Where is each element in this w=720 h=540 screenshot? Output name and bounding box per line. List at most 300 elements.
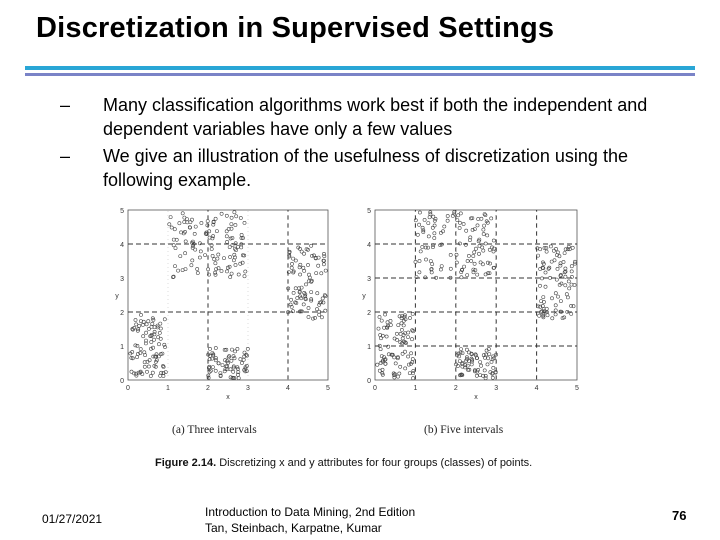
panel-caption-b: (b) Five intervals bbox=[424, 424, 504, 436]
data-point bbox=[488, 262, 491, 265]
y-axis-label: y bbox=[115, 293, 119, 300]
data-point bbox=[486, 363, 489, 366]
data-point bbox=[407, 363, 410, 366]
panel-caption-a: (a) Three intervals bbox=[172, 424, 257, 436]
data-point bbox=[384, 362, 387, 365]
data-point bbox=[143, 365, 146, 368]
data-point bbox=[307, 315, 310, 318]
data-point bbox=[294, 287, 297, 290]
data-point bbox=[196, 271, 199, 274]
data-point bbox=[477, 217, 480, 220]
y-tick-label: 0 bbox=[367, 378, 371, 385]
data-point bbox=[393, 356, 396, 359]
data-point bbox=[428, 216, 431, 219]
data-point bbox=[215, 230, 218, 233]
data-point bbox=[466, 259, 469, 262]
data-point bbox=[159, 327, 162, 330]
data-point bbox=[212, 235, 215, 238]
data-point bbox=[411, 312, 414, 315]
y-axis-label: y bbox=[362, 293, 366, 300]
data-point bbox=[229, 275, 232, 278]
data-point bbox=[407, 355, 410, 358]
data-point bbox=[304, 283, 307, 286]
data-point bbox=[424, 258, 427, 261]
data-point bbox=[433, 219, 436, 222]
data-point bbox=[554, 292, 557, 295]
scatter-panel-three-intervals bbox=[115, 208, 330, 401]
y-tick-label: 0 bbox=[120, 378, 124, 385]
data-point bbox=[184, 240, 187, 243]
footer-date: 01/27/2021 bbox=[42, 512, 103, 526]
data-point bbox=[408, 372, 411, 375]
data-point bbox=[571, 246, 574, 249]
data-point bbox=[211, 366, 214, 369]
footer-book bbox=[205, 504, 415, 536]
data-point bbox=[310, 244, 313, 247]
data-point bbox=[320, 272, 323, 275]
data-point bbox=[395, 332, 398, 335]
data-point bbox=[299, 273, 302, 276]
data-point bbox=[479, 261, 482, 264]
data-point bbox=[151, 371, 154, 374]
data-point bbox=[192, 244, 195, 247]
data-point bbox=[542, 296, 545, 299]
data-point bbox=[214, 217, 217, 220]
data-point bbox=[482, 228, 485, 231]
x-tick-label: 4 bbox=[534, 385, 539, 392]
y-tick-label: 1 bbox=[367, 344, 371, 351]
data-point bbox=[461, 352, 464, 355]
data-point bbox=[546, 314, 549, 317]
data-point bbox=[147, 365, 150, 368]
data-point bbox=[179, 255, 182, 258]
data-point bbox=[303, 269, 306, 272]
data-point bbox=[207, 268, 210, 271]
data-point bbox=[324, 309, 327, 312]
data-point bbox=[235, 215, 238, 218]
y-tick-label: 5 bbox=[120, 208, 124, 215]
data-point bbox=[389, 319, 392, 322]
data-point bbox=[313, 316, 316, 319]
data-point bbox=[470, 259, 473, 262]
data-point bbox=[230, 223, 233, 226]
data-point bbox=[230, 272, 233, 275]
data-point bbox=[418, 211, 421, 214]
data-point bbox=[173, 265, 176, 268]
data-point bbox=[479, 361, 482, 364]
data-point bbox=[207, 376, 210, 379]
data-point bbox=[213, 258, 216, 261]
data-point bbox=[214, 346, 217, 349]
data-point bbox=[440, 265, 443, 268]
data-point bbox=[431, 226, 434, 229]
data-point bbox=[433, 236, 436, 239]
data-point bbox=[379, 348, 382, 351]
data-point bbox=[458, 226, 461, 229]
data-point bbox=[222, 257, 225, 260]
footer-book-authors: Tan, Steinbach, Karpatne, Kumar bbox=[205, 521, 382, 535]
data-point bbox=[394, 362, 397, 365]
data-point bbox=[542, 308, 545, 311]
data-point bbox=[565, 293, 568, 296]
data-point bbox=[476, 224, 479, 227]
data-point bbox=[151, 322, 154, 325]
data-point bbox=[564, 284, 567, 287]
data-point bbox=[145, 370, 148, 373]
data-point bbox=[294, 259, 297, 262]
data-point bbox=[181, 269, 184, 272]
data-point bbox=[554, 304, 557, 307]
data-point bbox=[570, 283, 573, 286]
data-point bbox=[554, 247, 557, 250]
bullet-item bbox=[60, 93, 700, 141]
data-point bbox=[473, 262, 476, 265]
data-point bbox=[230, 359, 233, 362]
title-underline-top bbox=[25, 66, 695, 70]
x-axis-label: x bbox=[226, 394, 230, 401]
data-point bbox=[214, 262, 217, 265]
data-point bbox=[290, 262, 293, 265]
data-point bbox=[184, 252, 187, 255]
data-point bbox=[233, 211, 236, 214]
data-point bbox=[147, 320, 150, 323]
data-point bbox=[559, 300, 562, 303]
slide-title: Discretization in Supervised Settings bbox=[36, 12, 555, 44]
data-point bbox=[159, 322, 162, 325]
y-tick-label: 2 bbox=[120, 310, 124, 317]
bullet-text: Many classification algorithms work best if both the independent and dependent variables have only a few values bbox=[103, 95, 648, 139]
data-point bbox=[410, 352, 413, 355]
data-point bbox=[455, 261, 458, 264]
data-point bbox=[472, 254, 475, 257]
data-point bbox=[229, 255, 232, 258]
data-point bbox=[427, 235, 430, 238]
data-point bbox=[549, 245, 552, 248]
data-point bbox=[553, 259, 556, 262]
data-point bbox=[198, 242, 201, 245]
data-point bbox=[492, 239, 495, 242]
data-point bbox=[315, 308, 318, 311]
data-point bbox=[324, 295, 327, 298]
data-point bbox=[480, 364, 483, 367]
data-point bbox=[465, 348, 468, 351]
data-point bbox=[204, 254, 207, 257]
data-point bbox=[482, 249, 485, 252]
data-point bbox=[237, 273, 240, 276]
data-point bbox=[487, 357, 490, 360]
data-point bbox=[545, 307, 548, 310]
data-point bbox=[245, 353, 248, 356]
data-point bbox=[467, 254, 470, 257]
y-tick-label: 4 bbox=[120, 242, 124, 249]
data-point bbox=[466, 274, 469, 277]
data-point bbox=[240, 246, 243, 249]
data-point bbox=[418, 271, 421, 274]
data-point bbox=[564, 275, 567, 278]
data-point bbox=[544, 271, 547, 274]
figure-caption-label: Figure 2.14. bbox=[155, 457, 217, 469]
data-point bbox=[568, 287, 571, 290]
figure-caption-text: Discretizing x and y attributes for four groups (classes) of points. bbox=[219, 457, 533, 469]
data-point bbox=[321, 297, 324, 300]
data-point bbox=[377, 327, 380, 330]
data-point bbox=[142, 335, 145, 338]
x-tick-label: 1 bbox=[413, 385, 418, 392]
data-point bbox=[457, 214, 460, 217]
data-point bbox=[185, 218, 188, 221]
data-point bbox=[570, 270, 573, 273]
data-point bbox=[473, 251, 476, 254]
data-point bbox=[190, 264, 193, 267]
data-point bbox=[324, 269, 327, 272]
data-point bbox=[554, 313, 557, 316]
data-point bbox=[228, 246, 231, 249]
figure-caption bbox=[155, 457, 532, 469]
data-point bbox=[459, 348, 462, 351]
data-point bbox=[191, 259, 194, 262]
data-point bbox=[376, 363, 379, 366]
data-point bbox=[397, 324, 400, 327]
x-tick-label: 2 bbox=[206, 385, 210, 392]
data-point bbox=[486, 261, 489, 264]
data-point bbox=[322, 263, 325, 266]
x-axis-label: x bbox=[474, 394, 478, 401]
data-point bbox=[458, 360, 461, 363]
data-point bbox=[399, 365, 402, 368]
plot-frame bbox=[375, 210, 577, 380]
y-tick-label: 3 bbox=[367, 276, 371, 283]
data-point bbox=[416, 233, 419, 236]
data-point bbox=[221, 364, 224, 367]
data-point bbox=[290, 298, 293, 301]
data-point bbox=[306, 263, 309, 266]
data-point bbox=[198, 256, 201, 259]
data-point bbox=[311, 317, 314, 320]
data-point bbox=[230, 348, 233, 351]
data-point bbox=[189, 221, 192, 224]
data-point bbox=[307, 306, 310, 309]
data-point bbox=[538, 284, 541, 287]
data-point bbox=[406, 336, 409, 339]
data-point bbox=[234, 263, 237, 266]
discretization-figure bbox=[108, 203, 588, 418]
data-point bbox=[135, 323, 138, 326]
x-tick-label: 5 bbox=[575, 385, 579, 392]
data-point bbox=[386, 321, 389, 324]
data-point bbox=[147, 327, 150, 330]
data-point bbox=[163, 318, 166, 321]
data-point bbox=[172, 244, 175, 247]
data-point bbox=[139, 313, 142, 316]
data-point bbox=[135, 374, 138, 377]
data-point bbox=[220, 269, 223, 272]
x-tick-label: 3 bbox=[246, 385, 250, 392]
data-point bbox=[294, 301, 297, 304]
data-point bbox=[242, 358, 245, 361]
data-point bbox=[465, 229, 468, 232]
data-point bbox=[542, 300, 545, 303]
data-point bbox=[232, 259, 235, 262]
data-point bbox=[161, 364, 164, 367]
data-point bbox=[387, 345, 390, 348]
data-point bbox=[194, 225, 197, 228]
data-point bbox=[396, 375, 399, 378]
data-point bbox=[400, 328, 403, 331]
data-point bbox=[434, 217, 437, 220]
y-tick-label: 4 bbox=[367, 242, 371, 249]
bullet-marker: – bbox=[60, 146, 71, 166]
data-point bbox=[134, 344, 137, 347]
data-point bbox=[486, 234, 489, 237]
data-point bbox=[139, 347, 142, 350]
data-point bbox=[484, 353, 487, 356]
data-point bbox=[474, 269, 477, 272]
data-point bbox=[570, 312, 573, 315]
data-point bbox=[234, 223, 237, 226]
data-point bbox=[315, 272, 318, 275]
data-point bbox=[150, 340, 153, 343]
data-point bbox=[193, 232, 196, 235]
data-point bbox=[570, 265, 573, 268]
scatter-panel-five-intervals bbox=[362, 208, 579, 401]
data-point bbox=[243, 351, 246, 354]
data-point bbox=[290, 266, 293, 269]
data-point bbox=[559, 264, 562, 267]
data-point bbox=[322, 301, 325, 304]
data-point bbox=[418, 259, 421, 262]
y-tick-label: 5 bbox=[367, 208, 371, 215]
data-point bbox=[135, 356, 138, 359]
data-point bbox=[177, 269, 180, 272]
data-point bbox=[483, 369, 486, 372]
data-point bbox=[170, 226, 173, 229]
data-point bbox=[398, 372, 401, 375]
data-point bbox=[163, 345, 166, 348]
data-point bbox=[230, 216, 233, 219]
data-point bbox=[411, 357, 414, 360]
data-point bbox=[421, 245, 424, 248]
data-point bbox=[196, 267, 199, 270]
data-point bbox=[237, 377, 240, 380]
data-point bbox=[317, 264, 320, 267]
data-point bbox=[244, 270, 247, 273]
data-point bbox=[566, 296, 569, 299]
data-point bbox=[439, 268, 442, 271]
data-point bbox=[429, 260, 432, 263]
data-point bbox=[418, 223, 421, 226]
data-point bbox=[302, 266, 305, 269]
data-point bbox=[168, 223, 171, 226]
data-point bbox=[545, 250, 548, 253]
data-point bbox=[199, 250, 202, 253]
data-point bbox=[173, 228, 176, 231]
bullet-text: We give an illustration of the usefulness of discretization using the following example. bbox=[103, 146, 628, 190]
data-point bbox=[449, 267, 452, 270]
data-point bbox=[475, 374, 478, 377]
data-point bbox=[232, 370, 235, 373]
data-point bbox=[211, 254, 214, 257]
data-point bbox=[480, 217, 483, 220]
data-point bbox=[310, 291, 313, 294]
data-point bbox=[492, 366, 495, 369]
data-point bbox=[292, 271, 295, 274]
data-point bbox=[408, 316, 411, 319]
data-point bbox=[220, 212, 223, 215]
data-point bbox=[484, 214, 487, 217]
data-point bbox=[401, 337, 404, 340]
data-point bbox=[484, 242, 487, 245]
data-point bbox=[443, 225, 446, 228]
data-point bbox=[383, 326, 386, 329]
data-point bbox=[302, 303, 305, 306]
data-point bbox=[149, 374, 152, 377]
x-tick-label: 1 bbox=[166, 385, 170, 392]
x-tick-label: 0 bbox=[126, 385, 130, 392]
data-point bbox=[460, 276, 463, 279]
data-point bbox=[458, 221, 461, 224]
data-point bbox=[455, 253, 458, 256]
data-point bbox=[158, 331, 161, 334]
data-point bbox=[145, 323, 148, 326]
data-point bbox=[157, 343, 160, 346]
data-point bbox=[474, 353, 477, 356]
data-point bbox=[446, 214, 449, 217]
data-point bbox=[292, 291, 295, 294]
data-point bbox=[491, 376, 494, 379]
data-point bbox=[567, 280, 570, 283]
data-point bbox=[236, 245, 239, 248]
data-point bbox=[544, 285, 547, 288]
data-point bbox=[433, 232, 436, 235]
data-point bbox=[200, 221, 203, 224]
data-point bbox=[556, 295, 559, 298]
data-point bbox=[225, 214, 228, 217]
data-point bbox=[226, 240, 229, 243]
data-point bbox=[550, 297, 553, 300]
data-point bbox=[401, 352, 404, 355]
data-point bbox=[424, 276, 427, 279]
data-point bbox=[169, 216, 172, 219]
data-point bbox=[419, 250, 422, 253]
data-point bbox=[476, 273, 479, 276]
title-underline-bottom bbox=[25, 73, 695, 76]
data-point bbox=[240, 233, 243, 236]
data-point bbox=[488, 353, 491, 356]
data-point bbox=[563, 252, 566, 255]
data-point bbox=[243, 221, 246, 224]
data-point bbox=[229, 368, 232, 371]
data-point bbox=[449, 253, 452, 256]
data-point bbox=[316, 292, 319, 295]
data-point bbox=[145, 331, 148, 334]
data-point bbox=[402, 324, 405, 327]
data-point bbox=[478, 244, 481, 247]
data-point bbox=[239, 358, 242, 361]
data-point bbox=[385, 335, 388, 338]
data-point bbox=[217, 253, 220, 256]
footer-book-title: Introduction to Data Mining, 2nd Edition bbox=[205, 505, 416, 519]
data-point bbox=[300, 250, 303, 253]
data-point bbox=[407, 331, 410, 334]
data-point bbox=[573, 283, 576, 286]
data-point bbox=[225, 270, 228, 273]
data-point bbox=[240, 361, 243, 364]
data-point bbox=[234, 350, 237, 353]
data-point bbox=[538, 314, 541, 317]
data-point bbox=[465, 356, 468, 359]
data-point bbox=[214, 359, 217, 362]
x-tick-label: 2 bbox=[453, 385, 458, 392]
